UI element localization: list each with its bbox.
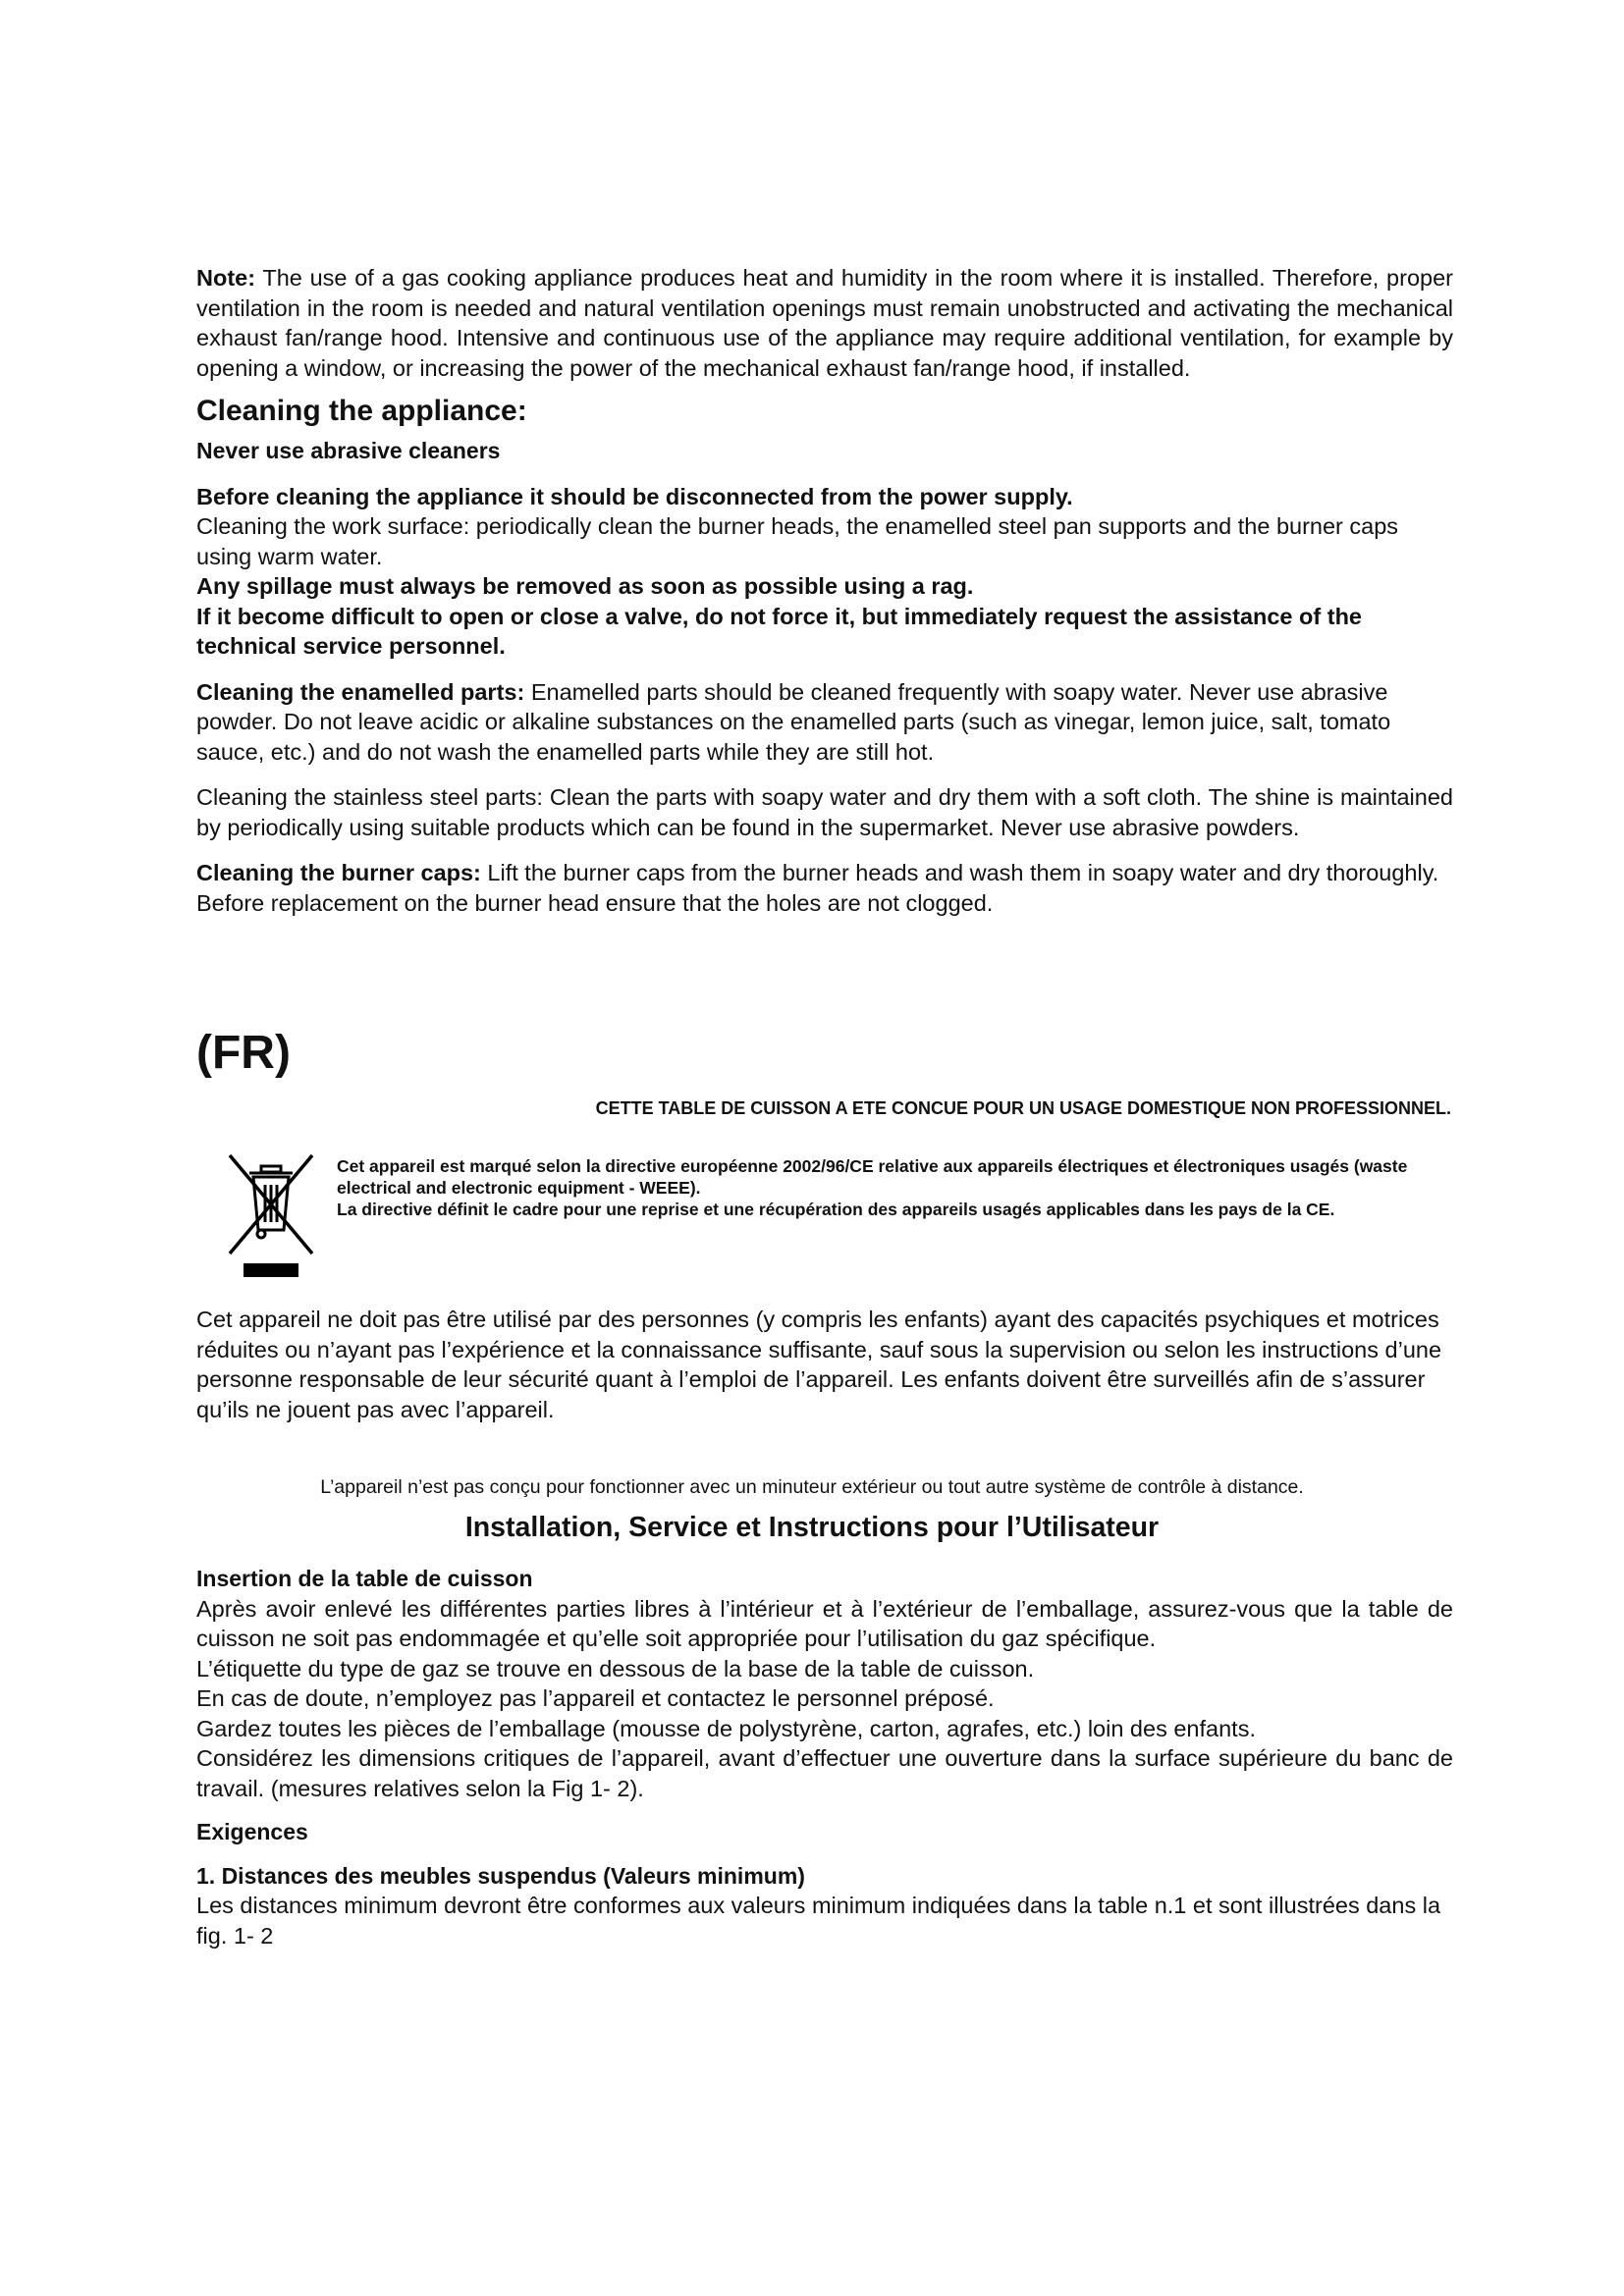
crossed-out-wheelie-bin-icon	[222, 1144, 320, 1281]
cleaning-heading: Cleaning the appliance:	[196, 395, 527, 427]
english-section	[196, 263, 1453, 918]
installation-heading: Installation, Service et Instructions pour l’Utilisateur	[464, 1512, 1160, 1543]
insertion-paragraph-2: L’étiquette du type de gaz se trouve en dessous de la base de la table de cuisson.	[196, 1655, 1035, 1682]
spillage-warning: Any spillage must always be removed as soon as possible using a rag.	[196, 573, 974, 599]
before-cleaning-warning: Before cleaning the appliance it should be disconnected from the power supply.	[196, 483, 1073, 509]
insertion-paragraph-1: Après avoir enlevé les différentes parties libres à l’intérieur et à l’extérieur de l’emballage, assurez-vous que la table de cuisson ne soit pas endommagée et qu’elle soit appropriée pour l’utilisation du gaz spécifique.	[196, 1595, 1453, 1651]
burner-caps-paragraph: Cleaning the burner caps: Lift the burner caps from the burner heads and wash them in soapy water and dry thoroughly. Before replacement on the burner head ensure that the holes are not clogged.	[196, 860, 1439, 916]
distances-paragraph: Les distances minimum devront être conformes aux valeurs minimum indiquées dans la table n.1 et sont illustrées dans la fig. 1- 2	[196, 1893, 1441, 1949]
insertion-paragraph-4: Gardez toutes les pièces de l’emballage (mousse de polystyrène, carton, agrafes, etc.) loin des enfants.	[196, 1715, 1256, 1741]
weee-directive-line-1: Cet appareil est marqué selon la directive européenne 2002/96/CE relative aux appareils électriques et électroniques usagés (waste electrical and electronic equipment - WEEE).	[337, 1156, 1408, 1198]
burner-caps-label: Cleaning the burner caps:	[196, 860, 481, 885]
exigences-heading: Exigences	[196, 1819, 308, 1844]
insertion-paragraph-5: Considérez les dimensions critiques de l’appareil, avant d’effectuer une ouverture dans la surface supérieure du banc de travail. (mesures relatives selon la Fig 1- 2).	[196, 1745, 1453, 1801]
french-section-marker: (FR)	[196, 1027, 291, 1079]
weee-directive-line-2: La directive définit le cadre pour une reprise et une récupération des appareils usagés applicables dans les pays de la CE.	[337, 1200, 1335, 1219]
persons-warning-paragraph: Cet appareil ne doit pas être utilisé par des personnes (y compris les enfants) ayant des capacités psychiques et motrices réduites ou n’ayant pas l’expérience et la connaissance suffisante, sauf sous la supervision ou selon les instructions d’une personne responsable de leur sécurité quant à l’emploi de l’appareil. Les enfants doivent être surveillés afin de s’assurer qu’ils ne jouent pas avec l’appareil.	[196, 1307, 1442, 1422]
distances-heading: 1. Distances des meubles suspendus (Valeurs minimum)	[196, 1862, 805, 1889]
note-text: The use of a gas cooking appliance produces heat and humidity in the room where it is installed. Therefore, proper ventilation in the room is needed and natural ventilation openings must remain unobstructed and activating the mechanical exhaust fan/range hood. Intensive and continuous use of the appliance may require additional ventilation, for example by opening a window, or increasing the power of the mechanical exhaust fan/range hood, if installed.	[196, 265, 1453, 381]
valve-warning: If it become difficult to open or close a valve, do not force it, but immediately request the assistance of the technical service personnel.	[196, 603, 1362, 659]
stainless-paragraph: Cleaning the stainless steel parts: Clean the parts with soapy water and dry them with a soft cloth. The shine is maintained by periodically using suitable products which can be found in the supermarket. Never use abrasive powders.	[196, 784, 1453, 840]
insertion-paragraph-3: En cas de doute, n’employez pas l’appareil et contactez le personnel préposé.	[196, 1685, 995, 1711]
french-installation-section	[196, 1564, 1453, 1950]
work-surface-paragraph: Cleaning the work surface: periodically clean the burner heads, the enamelled steel pan supports and the burner caps using warm water.	[196, 513, 1399, 569]
french-usage-title: CETTE TABLE DE CUISSON A ETE CONCUE POUR UN USAGE DOMESTIQUE NON PROFESSIONNEL.	[595, 1098, 1451, 1118]
note-label: Note:	[196, 265, 256, 291]
insertion-heading: Insertion de la table de cuisson	[196, 1566, 533, 1591]
weee-directive-text	[337, 1155, 1436, 1220]
never-abrasive-note: Never use abrasive cleaners	[196, 438, 501, 463]
enamelled-label: Cleaning the enamelled parts:	[196, 678, 525, 705]
note-paragraph	[196, 263, 1453, 383]
enamelled-paragraph: Cleaning the enamelled parts: Enamelled parts should be cleaned frequently with soapy water. Never use abrasive powder. Do not leave acidic or alkaline substances on the enamelled parts (such as vinegar, lemon juice, salt, tomato sauce, etc.) and do not wash the enamelled parts while they are still hot.	[196, 678, 1391, 765]
remote-timer-note: L’appareil n’est pas conçu pour fonctionner avec un minuteur extérieur ou tout autre système de contrôle à distance.	[320, 1476, 1304, 1498]
